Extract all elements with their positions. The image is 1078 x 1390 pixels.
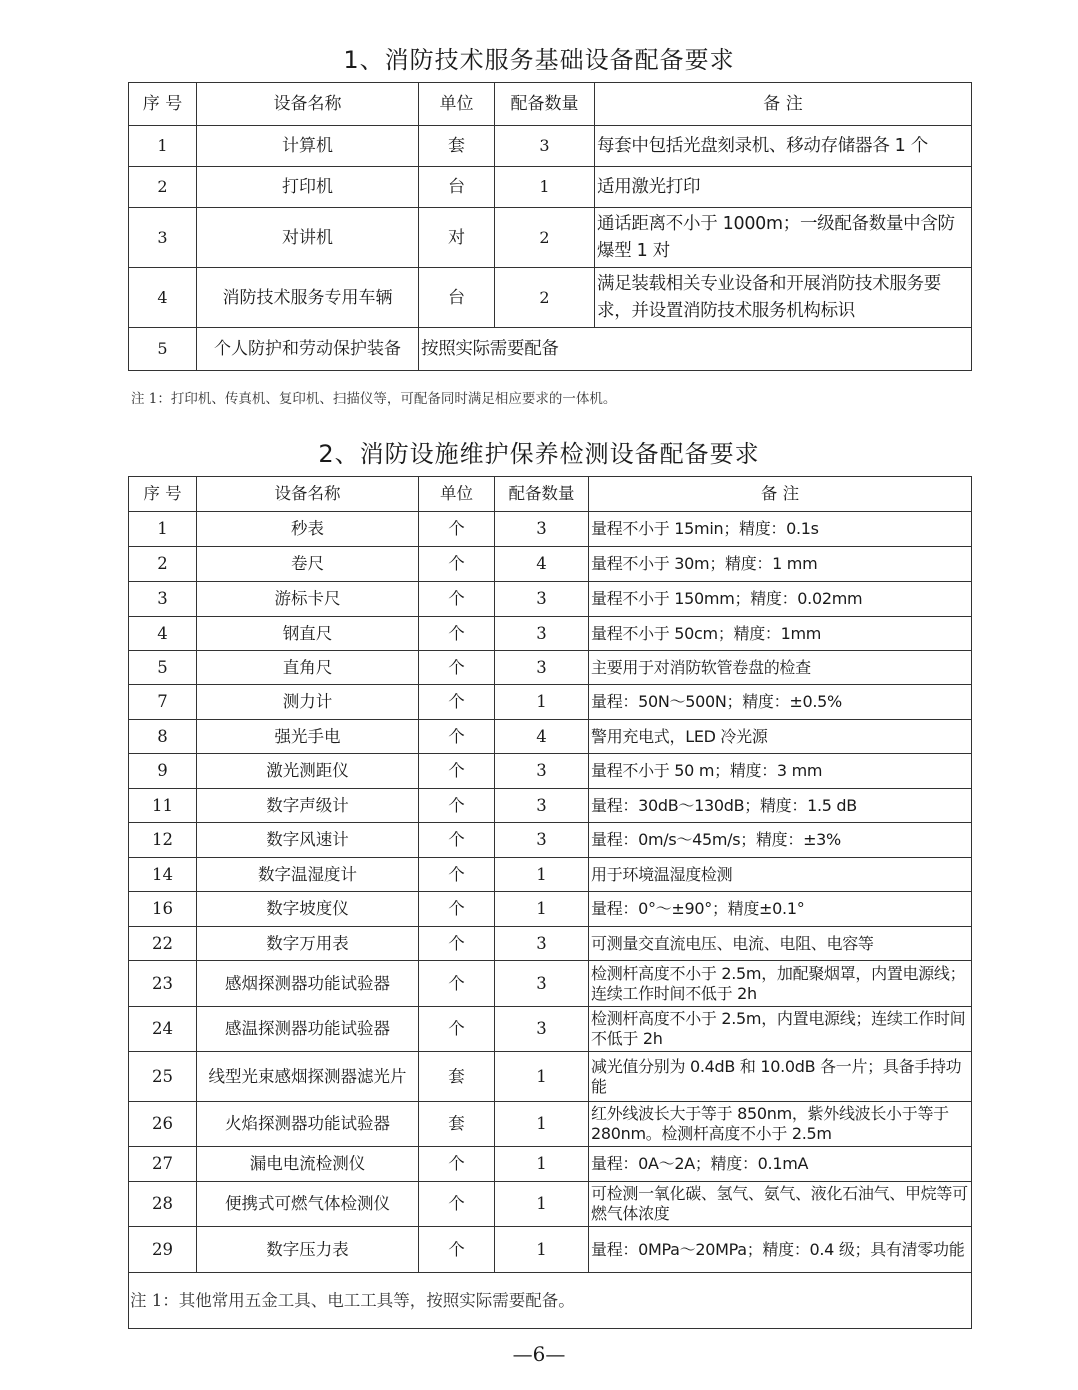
header-qty: 配备数量: [495, 477, 589, 512]
unit-cell: 套: [419, 1052, 495, 1102]
table-header-row: [129, 83, 972, 126]
note-cell: 警用充电式，LED 冷光源: [589, 720, 972, 754]
equipment-name: 火焰探测器功能试验器: [197, 1102, 419, 1147]
quantity-cell: 3: [495, 617, 589, 651]
note-cell: 量程：30dB～130dB；精度：1.5 dB: [589, 789, 972, 823]
row-number: 23: [129, 961, 197, 1007]
quantity-cell: 3: [495, 1007, 589, 1052]
row-number: 1: [129, 512, 197, 547]
unit-cell: 个: [419, 858, 495, 892]
row-number: 25: [129, 1052, 197, 1102]
table-row: [129, 208, 972, 268]
note-cell: 主要用于对消防软管卷盘的检查: [589, 651, 972, 685]
table-row: [129, 685, 972, 720]
equipment-name: 感烟探测器功能试验器: [197, 961, 419, 1007]
header-no: 序 号: [129, 477, 197, 512]
quantity-cell: 3: [495, 582, 589, 617]
table-row: [129, 823, 972, 858]
unit-cell: 个: [419, 547, 495, 582]
table-row: [129, 328, 972, 371]
note-cell: 通话距离不小于 1000m；一级配备数量中含防爆型 1 对: [595, 208, 972, 268]
table-row: [129, 789, 972, 823]
header-note: 备 注: [589, 477, 972, 512]
quantity-cell: 4: [495, 720, 589, 754]
header-no: 序 号: [129, 83, 197, 126]
row-number: 3: [129, 582, 197, 617]
equipment-name: 测力计: [197, 685, 419, 720]
quantity-cell: 1: [495, 685, 589, 720]
quantity-cell: 3: [495, 651, 589, 685]
equipment-name: 直角尺: [197, 651, 419, 685]
unit-cell: 套: [419, 126, 495, 167]
unit-cell: 个: [419, 961, 495, 1007]
table-footnote-row: [129, 1273, 972, 1329]
note-cell: 量程不小于 50cm；精度：1mm: [589, 617, 972, 651]
unit-cell: 个: [419, 512, 495, 547]
header-name: 设备名称: [197, 83, 419, 126]
table-row: [129, 167, 972, 208]
table-row: [129, 1007, 972, 1052]
quantity-cell: 3: [495, 927, 589, 961]
table-row: [129, 720, 972, 754]
row-number: 24: [129, 1007, 197, 1052]
equipment-name: 游标卡尺: [197, 582, 419, 617]
quantity-cell: 3: [495, 126, 595, 167]
unit-cell: 个: [419, 892, 495, 927]
unit-cell: 个: [419, 927, 495, 961]
quantity-cell: 1: [495, 1182, 589, 1227]
note-cell: 检测杆高度不小于 2.5m，加配聚烟罩，内置电源线；连续工作时间不低于 2h: [589, 961, 972, 1007]
quantity-cell: 2: [495, 268, 595, 328]
quantity-cell: 3: [495, 754, 589, 789]
note-cell: 每套中包括光盘刻录机、移动存储器各 1 个: [595, 126, 972, 167]
section1-footnote: 注 1：打印机、传真机、复印机、扫描仪等，可配备同时满足相应要求的一体机。: [131, 391, 617, 407]
quantity-cell: 1: [495, 1227, 589, 1273]
equipment-name: 卷尺: [197, 547, 419, 582]
unit-cell: 个: [419, 789, 495, 823]
unit-cell: 个: [419, 720, 495, 754]
row-number: 26: [129, 1102, 197, 1147]
table-row: [129, 927, 972, 961]
equipment-name: 钢直尺: [197, 617, 419, 651]
row-number: 12: [129, 823, 197, 858]
basic-equipment-table: [128, 82, 972, 371]
quantity-cell: 4: [495, 547, 589, 582]
table-row: [129, 617, 972, 651]
note-cell: 量程不小于 150mm；精度：0.02mm: [589, 582, 972, 617]
header-qty: 配备数量: [495, 83, 595, 126]
quantity-cell: 1: [495, 1147, 589, 1182]
row-number: 8: [129, 720, 197, 754]
quantity-cell: 3: [495, 823, 589, 858]
unit-cell: 个: [419, 685, 495, 720]
equipment-name: 数字压力表: [197, 1227, 419, 1273]
quantity-cell: 1: [495, 1052, 589, 1102]
maintenance-equipment-table: [128, 476, 972, 1329]
table-row: [129, 961, 972, 1007]
header-unit: 单位: [419, 83, 495, 126]
row-number: 22: [129, 927, 197, 961]
table-row: [129, 582, 972, 617]
unit-cell: 个: [419, 651, 495, 685]
unit-cell: 个: [419, 1007, 495, 1052]
equipment-name: 数字声级计: [197, 789, 419, 823]
unit-cell: 个: [419, 1147, 495, 1182]
row-number: 28: [129, 1182, 197, 1227]
note-cell: 量程不小于 15min；精度：0.1s: [589, 512, 972, 547]
unit-cell: 台: [419, 268, 495, 328]
quantity-cell: 3: [495, 512, 589, 547]
equipment-name: 数字温湿度计: [197, 858, 419, 892]
note-cell: 按照实际需要配备: [419, 328, 972, 371]
note-cell: 可测量交直流电压、电流、电阻、电容等: [589, 927, 972, 961]
unit-cell: 个: [419, 1227, 495, 1273]
row-number: 4: [129, 617, 197, 651]
table-row: [129, 1102, 972, 1147]
equipment-name: 数字万用表: [197, 927, 419, 961]
table-row: [129, 512, 972, 547]
table-row: [129, 858, 972, 892]
header-unit: 单位: [419, 477, 495, 512]
section1-title: 1、消防技术服务基础设备配备要求: [343, 46, 735, 74]
row-number: 29: [129, 1227, 197, 1273]
row-number: 5: [129, 651, 197, 685]
note-cell: 减光值分别为 0.4dB 和 10.0dB 各一片；具备手持功能: [589, 1052, 972, 1102]
equipment-name: 激光测距仪: [197, 754, 419, 789]
table-row: [129, 1052, 972, 1102]
row-number: 11: [129, 789, 197, 823]
unit-cell: 台: [419, 167, 495, 208]
equipment-name: 数字风速计: [197, 823, 419, 858]
equipment-name: 数字坡度仪: [197, 892, 419, 927]
equipment-name: 便携式可燃气体检测仪: [197, 1182, 419, 1227]
equipment-name: 线型光束感烟探测器滤光片: [197, 1052, 419, 1102]
unit-cell: 个: [419, 617, 495, 651]
note-cell: 量程：0°～±90°；精度±0.1°: [589, 892, 972, 927]
note-cell: 量程不小于 30m；精度：1 mm: [589, 547, 972, 582]
note-cell: 红外线波长大于等于 850nm，紫外线波长小于等于 280nm。检测杆高度不小于 2.5m: [589, 1102, 972, 1147]
row-number: 1: [129, 126, 197, 167]
table-header-row: [129, 477, 972, 512]
unit-cell: 对: [419, 208, 495, 268]
table-row: [129, 754, 972, 789]
equipment-name: 强光手电: [197, 720, 419, 754]
row-number: 4: [129, 268, 197, 328]
equipment-name: 漏电电流检测仪: [197, 1147, 419, 1182]
note-cell: 适用激光打印: [595, 167, 972, 208]
section2-title: 2、消防设施维护保养检测设备配备要求: [318, 440, 760, 468]
equipment-name: 打印机: [197, 167, 419, 208]
table-row: [129, 651, 972, 685]
table-row: [129, 268, 972, 328]
equipment-name: 消防技术服务专用车辆: [197, 268, 419, 328]
page-number: —6—: [512, 1342, 566, 1366]
header-note: 备 注: [595, 83, 972, 126]
note-cell: 检测杆高度不小于 2.5m，内置电源线；连续工作时间不低于 2h: [589, 1007, 972, 1052]
quantity-cell: 1: [495, 892, 589, 927]
row-number: 2: [129, 547, 197, 582]
unit-cell: 个: [419, 1182, 495, 1227]
note-cell: 量程：0A～2A；精度：0.1mA: [589, 1147, 972, 1182]
equipment-name: 对讲机: [197, 208, 419, 268]
quantity-cell: 3: [495, 789, 589, 823]
quantity-cell: 3: [495, 961, 589, 1007]
row-number: 27: [129, 1147, 197, 1182]
note-cell: 用于环境温湿度检测: [589, 858, 972, 892]
quantity-cell: 1: [495, 858, 589, 892]
note-cell: 满足装载相关专业设备和开展消防技术服务要求，并设置消防技术服务机构标识: [595, 268, 972, 328]
equipment-name: 秒表: [197, 512, 419, 547]
row-number: 14: [129, 858, 197, 892]
equipment-name: 个人防护和劳动保护装备: [197, 328, 419, 371]
note-cell: 量程：0m/s～45m/s；精度：±3%: [589, 823, 972, 858]
table-row: [129, 547, 972, 582]
unit-cell: 个: [419, 754, 495, 789]
table-row: [129, 126, 972, 167]
section2-footnote: 注 1：其他常用五金工具、电工工具等，按照实际需要配备。: [129, 1273, 972, 1329]
quantity-cell: 2: [495, 208, 595, 268]
row-number: 9: [129, 754, 197, 789]
note-cell: 量程：50N～500N；精度：±0.5%: [589, 685, 972, 720]
quantity-cell: 1: [495, 1102, 589, 1147]
unit-cell: 个: [419, 582, 495, 617]
quantity-cell: 1: [495, 167, 595, 208]
header-name: 设备名称: [197, 477, 419, 512]
row-number: 16: [129, 892, 197, 927]
row-number: 5: [129, 328, 197, 371]
row-number: 2: [129, 167, 197, 208]
table-row: [129, 1182, 972, 1227]
table-row: [129, 892, 972, 927]
row-number: 3: [129, 208, 197, 268]
row-number: 7: [129, 685, 197, 720]
unit-cell: 个: [419, 823, 495, 858]
table-row: [129, 1227, 972, 1273]
equipment-name: 感温探测器功能试验器: [197, 1007, 419, 1052]
note-cell: 量程不小于 50 m；精度：3 mm: [589, 754, 972, 789]
note-cell: 可检测一氧化碳、氢气、氨气、液化石油气、甲烷等可燃气体浓度: [589, 1182, 972, 1227]
unit-cell: 套: [419, 1102, 495, 1147]
equipment-name: 计算机: [197, 126, 419, 167]
note-cell: 量程：0MPa～20MPa；精度：0.4 级；具有清零功能: [589, 1227, 972, 1273]
table-row: [129, 1147, 972, 1182]
